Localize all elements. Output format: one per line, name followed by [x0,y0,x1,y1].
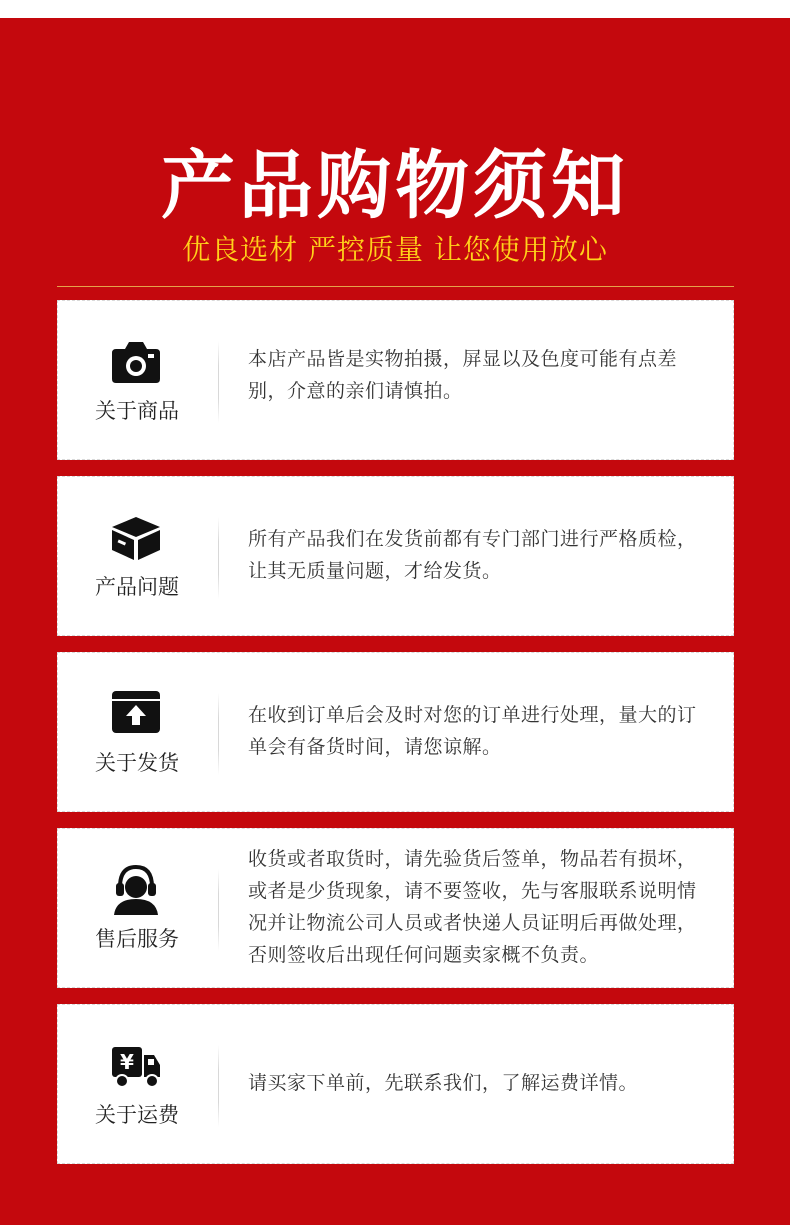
card-text: 本店产品皆是实物拍摄，屏显以及色度可能有点差别，介意的亲们请慎拍。 [248,348,678,402]
card-text: 所有产品我们在发货前都有专门部门进行严格质检，让其无质量问题，才给发货。 [248,528,697,582]
camera-icon [110,339,162,385]
header-divider [57,286,734,287]
customer-service-icon [110,863,162,915]
card-label: 关于发货 [95,751,179,775]
card-label: 关于运费 [95,1103,179,1127]
page-title: 产品购物须知 [161,143,629,229]
card-text: 请买家下单前，先联系我们，了解运费详情。 [248,1072,639,1094]
card-label: 售后服务 [95,927,179,951]
card-product-issues [57,476,734,636]
shipping-box-icon [110,689,162,735]
card-label: 关于商品 [95,399,179,423]
svg-text:¥: ¥ [120,1050,134,1074]
package-icon [110,515,162,561]
card-label: 产品问题 [95,575,179,599]
card-divider [218,517,219,599]
card-divider [218,693,219,775]
card-after-sales [57,828,734,988]
page-subtitle: 优良选材 严控质量 让您使用放心 [182,233,608,266]
card-text: 收货或者取货时，请先验货后签单，物品若有损坏，或者是少货现象，请不要签收，先与客服联系说明情况并让物流公司人员或者快递人员证明后再做处理，否则签收后出现任何问题卖家概不负责。 [248,848,697,966]
card-divider [218,341,219,423]
card-about-shipping [57,652,734,812]
card-text: 在收到订单后会及时对您的订单进行处理，量大的订单会有备货时间，请您谅解。 [248,704,697,758]
card-divider [218,869,219,951]
card-about-product [57,300,734,460]
card-shipping-fee [57,1004,734,1164]
card-divider [218,1045,219,1127]
delivery-truck-icon [110,1043,162,1089]
